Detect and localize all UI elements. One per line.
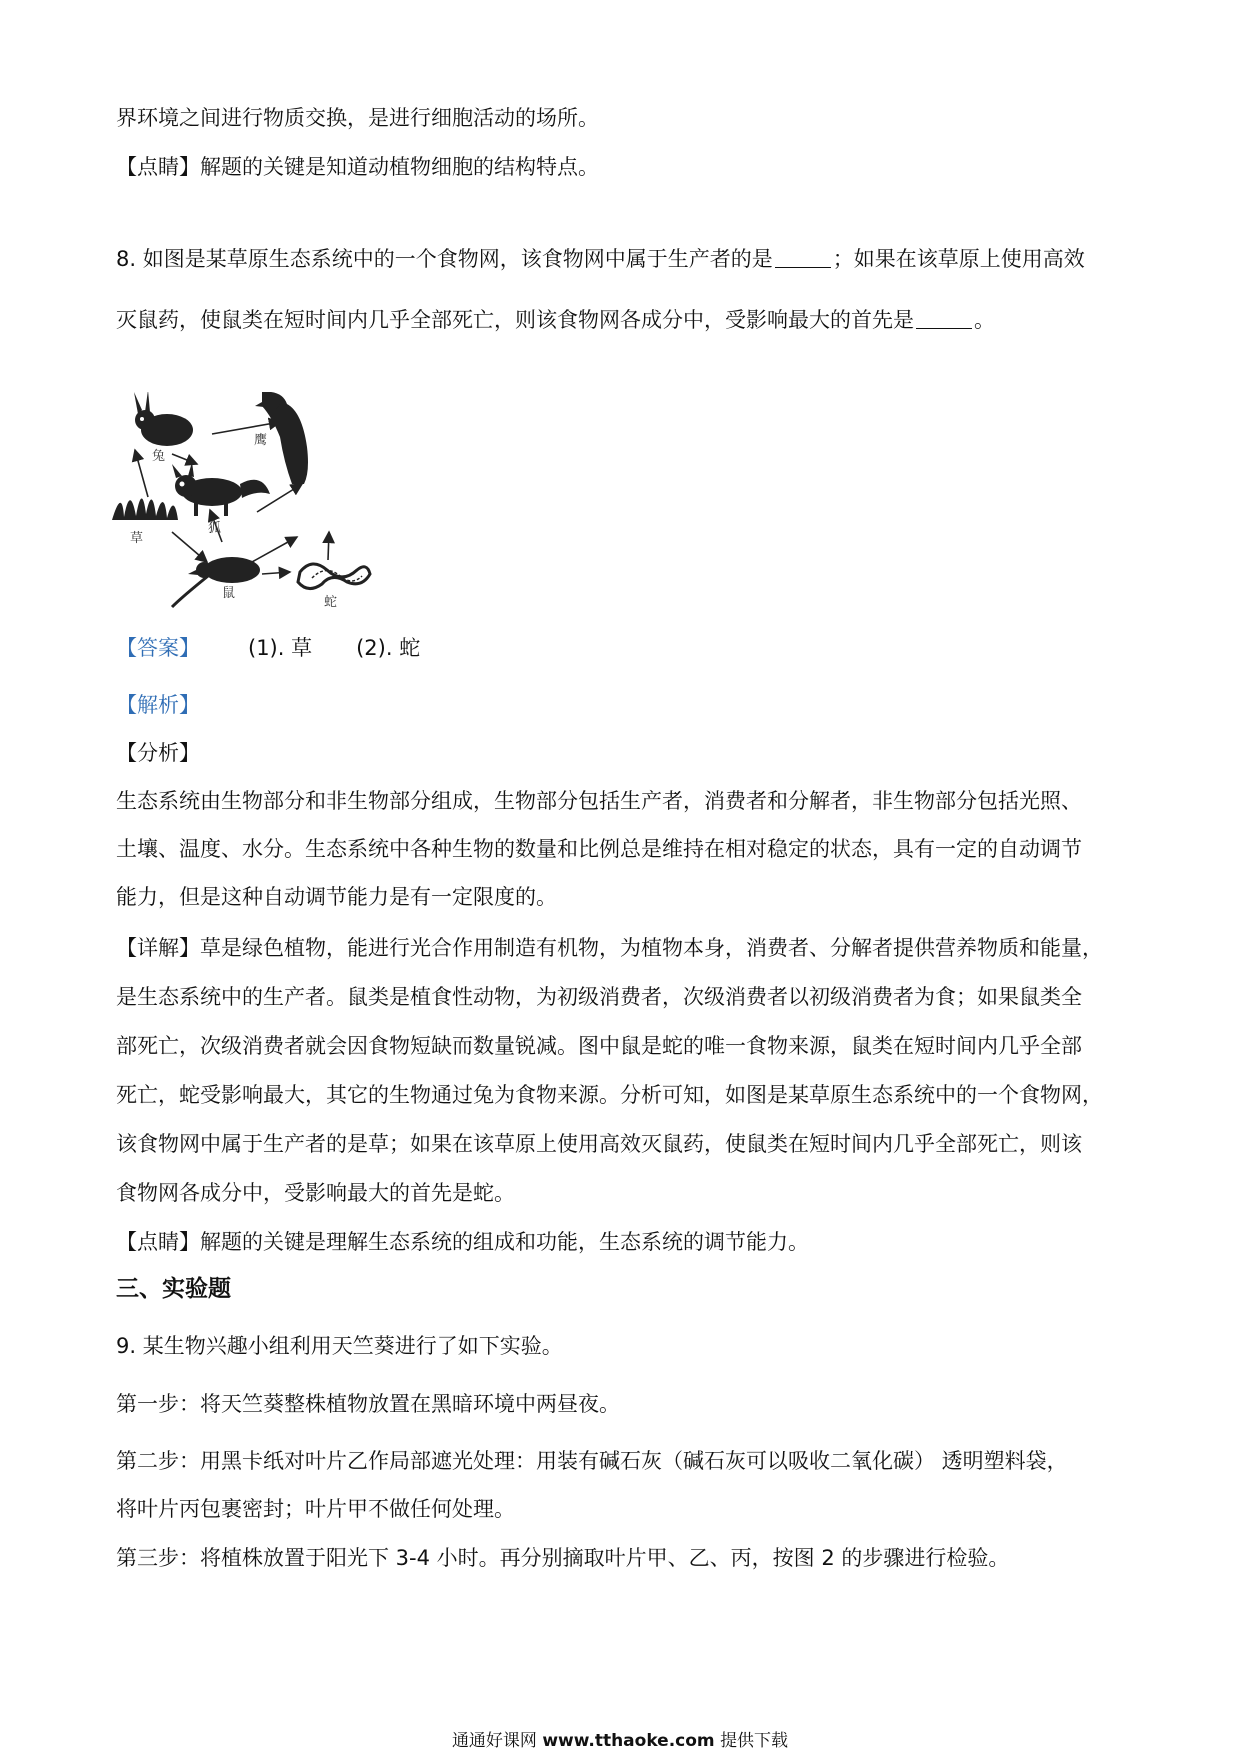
answer-blank-2 xyxy=(916,308,972,329)
footer-url[interactable]: www.tthaoke.com xyxy=(542,1731,715,1751)
xiangjie-line-1: 【详解】草是绿色植物，能进行光合作用制造有机物，为植物本身，消费者、分解者提供营养物质和能量， xyxy=(116,936,1103,960)
fenxi-line-1: 生态系统由生物部分和非生物部分组成，生物部分包括生产者，消费者和分解者，非生物部分包括光照、 xyxy=(116,789,1082,813)
q8-text-2a: 灭鼠药，使鼠类在短时间内几乎全部死亡，则该食物网各成分中，受影响最大的首先是 xyxy=(116,308,914,332)
q9-step-1: 第一步：将天竺葵整株植物放置在黑暗环境中两昼夜。 xyxy=(116,1392,620,1416)
q9-step-2a: 第二步：用黑卡纸对叶片乙作局部遮光处理：用装有碱石灰（碱石灰可以吸收二氧化碳） 透明塑料袋， xyxy=(116,1449,1068,1473)
intro-dianjing: 【点睛】解题的关键是知道动植物细胞的结构特点。 xyxy=(116,155,599,179)
page-footer xyxy=(0,1726,1240,1751)
xiangjie-line-6: 食物网各成分中，受影响最大的首先是蛇。 xyxy=(116,1181,515,1205)
arrow-grass-rabbit xyxy=(135,450,148,497)
q8-text-1a: 8. 如图是某草原生态系统中的一个食物网，该食物网中属于生产者的是 xyxy=(116,247,773,271)
q9-line-1: 9. 某生物兴趣小组利用天竺葵进行了如下实验。 xyxy=(116,1334,563,1358)
footer-suffix: 提供下载 xyxy=(720,1731,789,1751)
arrow-rabbit-fox-2 xyxy=(172,454,197,464)
fox-icon xyxy=(172,462,270,516)
label-mouse: 鼠 xyxy=(222,586,236,601)
q8-line-1 xyxy=(116,244,1085,274)
arrow-mouse-eagle xyxy=(252,537,297,562)
label-eagle: 鹰 xyxy=(254,433,268,448)
label-fox: 狐 xyxy=(208,521,222,536)
arrow-grass-mouse xyxy=(172,532,207,562)
xiangjie-line-4: 死亡，蛇受影响最大，其它的生物通过兔为食物来源。分析可知，如图是某草原生态系统中的一个食物网， xyxy=(116,1083,1103,1107)
answer-1: (1). 草 xyxy=(248,636,313,660)
label-snake: 蛇 xyxy=(324,595,338,610)
answer-tag: 【答案】 xyxy=(116,636,200,660)
mouse-icon xyxy=(172,557,260,607)
q8-dianjing: 【点睛】解题的关键是理解生态系统的组成和功能，生态系统的调节能力。 xyxy=(116,1230,809,1254)
arrow-mouse-snake xyxy=(262,572,290,574)
answer-blank-1 xyxy=(775,247,831,268)
arrow-snake-eagle xyxy=(328,532,329,560)
xiangjie-line-2: 是生态系统中的生产者。鼠类是植食性动物，为初级消费者，次级消费者以初级消费者为食；如果鼠类全 xyxy=(116,985,1082,1009)
q8-text-1b: ；如果在该草原上使用高效 xyxy=(832,247,1085,271)
fenxi-line-3: 能力，但是这种自动调节能力是有一定限度的。 xyxy=(116,885,557,909)
label-rabbit: 兔 xyxy=(152,449,166,464)
arrow-rabbit-eagle xyxy=(212,422,280,434)
fenxi-tag: 【分析】 xyxy=(116,741,200,765)
intro-line-1: 界环境之间进行物质交换，是进行细胞活动的场所。 xyxy=(116,106,599,130)
section-heading: 三、实验题 xyxy=(116,1276,231,1302)
answer-line xyxy=(116,633,420,663)
footer-site: 通通好课网 xyxy=(451,1731,537,1751)
analysis-tag: 【解析】 xyxy=(116,693,200,717)
snake-icon xyxy=(298,564,370,589)
q9-step-2b: 将叶片丙包裹密封；叶片甲不做任何处理。 xyxy=(116,1497,515,1521)
q8-text-2b: 。 xyxy=(974,308,995,332)
xiangjie-line-3: 部死亡，次级消费者就会因食物短缺而数量锐减。图中鼠是蛇的唯一食物来源，鼠类在短时间内几乎全部 xyxy=(116,1034,1082,1058)
q8-line-2 xyxy=(116,305,995,335)
q9-step-3: 第三步：将植株放置于阳光下 3-4 小时。再分别摘取叶片甲、乙、丙，按图 2 的步骤进行检验。 xyxy=(116,1546,1010,1570)
answer-2: (2). 蛇 xyxy=(356,636,421,660)
rabbit-icon xyxy=(134,392,193,446)
fenxi-line-2: 土壤、温度、水分。生态系统中各种生物的数量和比例总是维持在相对稳定的状态，具有一定的自动调节 xyxy=(116,837,1082,861)
food-web-figure xyxy=(112,392,374,614)
xiangjie-line-5: 该食物网中属于生产者的是草；如果在该草原上使用高效灭鼠药，使鼠类在短时间内几乎全部死亡，则该 xyxy=(116,1132,1082,1156)
grass-icon xyxy=(112,498,178,520)
label-grass: 草 xyxy=(130,531,144,546)
